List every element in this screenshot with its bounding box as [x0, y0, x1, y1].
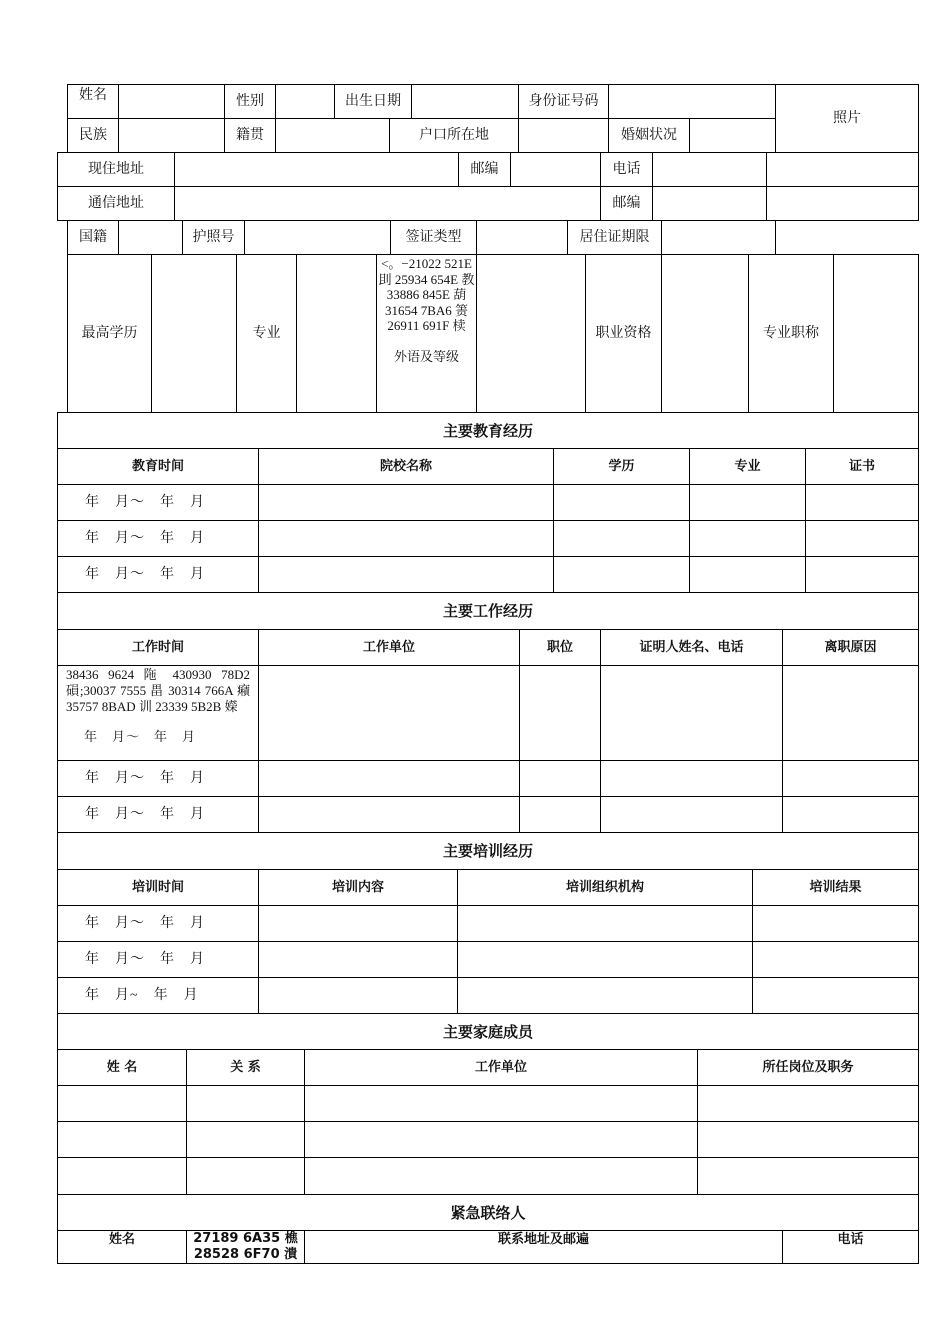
highest-education-field[interactable]: [151, 254, 237, 413]
family-row-position[interactable]: [697, 1085, 919, 1122]
work-row-employer[interactable]: [258, 665, 520, 761]
education-row-time[interactable]: 年 月～ 年 月: [57, 520, 259, 557]
family-row-relation[interactable]: [186, 1121, 305, 1158]
family-section-title: 主要家庭成员: [57, 1013, 919, 1050]
work-header-time: 工作时间: [57, 629, 259, 666]
work-section-title: 主要工作经历: [57, 592, 919, 630]
work-row-position[interactable]: [519, 796, 601, 833]
work-row-reference[interactable]: [600, 665, 783, 761]
family-row-position[interactable]: [697, 1121, 919, 1158]
training-row-organization[interactable]: [457, 905, 753, 942]
education-row-major[interactable]: [689, 484, 806, 521]
residence-permit-label: 居住证期限: [567, 220, 662, 255]
marital-status-label: 婚姻状况: [608, 118, 690, 153]
education-header-certificate: 证书: [805, 448, 919, 485]
emergency-phone-label: 电话: [782, 1230, 919, 1264]
mailing-address-field[interactable]: [174, 186, 601, 221]
education-row-certificate[interactable]: [805, 520, 919, 557]
family-row-relation[interactable]: [186, 1157, 305, 1195]
family-row-name[interactable]: [57, 1121, 187, 1158]
work-row-noise: 38436 9624 陁 430930 78D2 磒;30037 7555 畕 30314 766A 癪 35757 8BAD 训 23339 5B2B 嬫: [66, 667, 250, 714]
id-number-label: 身份证号码: [518, 84, 609, 119]
qualification-label: 职业资格: [585, 254, 662, 413]
passport-label: 护照号: [182, 220, 245, 255]
professional-title-label: 专业职称: [748, 254, 834, 413]
education-row-time[interactable]: 年 月～ 年 月: [57, 556, 259, 593]
training-row-time[interactable]: 年 月～ 年 月: [57, 941, 259, 978]
gender-field[interactable]: [275, 84, 335, 119]
current-address-label: 现住地址: [57, 152, 175, 187]
phone-label: 电话: [600, 152, 653, 187]
family-row-position[interactable]: [697, 1157, 919, 1195]
work-row-leave-reason[interactable]: [782, 796, 919, 833]
training-header-organization: 培训组织机构: [457, 869, 753, 906]
ethnicity-field[interactable]: [118, 118, 225, 153]
education-header-degree: 学历: [553, 448, 690, 485]
training-row-content[interactable]: [258, 941, 458, 978]
postcode-label: 邮编: [458, 152, 511, 187]
postcode2-field[interactable]: [652, 186, 767, 221]
education-row-school[interactable]: [258, 556, 554, 593]
marital-status-field[interactable]: [689, 118, 776, 153]
work-row-employer[interactable]: [258, 760, 520, 797]
education-header-major: 专业: [689, 448, 806, 485]
education-row-major[interactable]: [689, 556, 806, 593]
training-row-result[interactable]: [752, 977, 919, 1014]
education-row-school[interactable]: [258, 484, 554, 521]
education-row-school[interactable]: [258, 520, 554, 557]
birth-date-label: 出生日期: [334, 84, 412, 119]
family-row-employer[interactable]: [304, 1157, 698, 1195]
training-row-content[interactable]: [258, 977, 458, 1014]
work-row-leave-reason[interactable]: [782, 665, 919, 761]
work-header-employer: 工作单位: [258, 629, 520, 666]
id-number-field[interactable]: [608, 84, 776, 119]
work-row-date: 年 月～ 年 月: [84, 729, 197, 744]
emergency-name-label: 姓名: [57, 1230, 187, 1264]
emergency-address-label: 联系地址及邮遍: [304, 1230, 783, 1264]
visa-type-field[interactable]: [476, 220, 568, 255]
household-location-label: 户口所在地: [389, 118, 519, 153]
family-row-relation[interactable]: [186, 1085, 305, 1122]
work-header-position: 职位: [519, 629, 601, 666]
postcode2-label: 邮编: [600, 186, 653, 221]
training-header-time: 培训时间: [57, 869, 259, 906]
foreign-language-noise: <。−21022 521E 刞 25934 654E 教 33886 845E 葫 31654 7BA6 箦 26911 691F 椟: [378, 256, 475, 333]
family-header-position: 所任岗位及职务: [697, 1049, 919, 1086]
phone-field[interactable]: [652, 152, 767, 187]
foreign-language-text: 外语及等级: [393, 348, 459, 364]
family-header-name: 姓 名: [57, 1049, 187, 1086]
mailing-address-label: 通信地址: [57, 186, 175, 221]
highest-education-label: 最高学历: [67, 254, 152, 413]
education-row-degree[interactable]: [553, 484, 690, 521]
education-row-certificate[interactable]: [805, 484, 919, 521]
training-row-result[interactable]: [752, 905, 919, 942]
professional-title-field[interactable]: [833, 254, 919, 413]
work-row-employer[interactable]: [258, 796, 520, 833]
work-row-position[interactable]: [519, 665, 601, 761]
training-row-content[interactable]: [258, 905, 458, 942]
training-header-content: 培训内容: [258, 869, 458, 906]
education-section-title: 主要教育经历: [57, 412, 919, 449]
ethnicity-label: 民族: [67, 118, 119, 153]
work-header-reference: 证明人姓名、电话: [600, 629, 783, 666]
major-field[interactable]: [296, 254, 377, 413]
work-header-leave-reason: 离职原因: [782, 629, 919, 666]
current-address-field[interactable]: [174, 152, 459, 187]
household-location-field[interactable]: [518, 118, 609, 153]
photo-box: 照片: [775, 84, 919, 153]
training-header-result: 培训结果: [752, 869, 919, 906]
education-header-time: 教育时间: [57, 448, 259, 485]
name-label: 姓名: [67, 84, 119, 119]
name-field[interactable]: [118, 84, 225, 119]
gender-label: 性别: [224, 84, 276, 119]
work-row-leave-reason[interactable]: [782, 760, 919, 797]
family-header-employer: 工作单位: [304, 1049, 698, 1086]
training-row-time[interactable]: 年 月～ 年 月: [57, 905, 259, 942]
work-row-time[interactable]: 年 月～ 年 月: [57, 760, 259, 797]
education-row-major[interactable]: [689, 520, 806, 557]
training-row-result[interactable]: [752, 941, 919, 978]
work-row-position[interactable]: [519, 760, 601, 797]
education-header-school: 院校名称: [258, 448, 554, 485]
education-row-time[interactable]: 年 月～ 年 月: [57, 484, 259, 521]
work-row-reference[interactable]: [600, 760, 783, 797]
training-row-organization[interactable]: [457, 941, 753, 978]
qualification-field[interactable]: [661, 254, 749, 413]
work-row-time[interactable]: 年 月～ 年 月: [57, 796, 259, 833]
training-row-time[interactable]: 年 月~ 年 月: [57, 977, 259, 1014]
native-place-label: 籍贯: [224, 118, 276, 153]
major-label: 专业: [236, 254, 297, 413]
education-row-degree[interactable]: [553, 520, 690, 557]
family-row-employer[interactable]: [304, 1085, 698, 1122]
foreign-language-field[interactable]: [476, 254, 586, 413]
phone-extra-field[interactable]: [766, 152, 919, 187]
nationality-field[interactable]: [118, 220, 183, 255]
work-row-time[interactable]: [57, 665, 259, 761]
family-row-name[interactable]: [57, 1157, 187, 1195]
work-row-reference[interactable]: [600, 796, 783, 833]
emergency-section-title: 紧急联络人: [57, 1194, 919, 1231]
native-place-field[interactable]: [275, 118, 390, 153]
birth-date-field[interactable]: [411, 84, 519, 119]
family-row-name[interactable]: [57, 1085, 187, 1122]
residence-permit-field[interactable]: [661, 220, 776, 255]
nationality-label: 国籍: [67, 220, 119, 255]
foreign-language-label: [376, 254, 477, 413]
education-row-certificate[interactable]: [805, 556, 919, 593]
emergency-name-noise: 27189 6A35 樵 28528 6F70 潰: [186, 1230, 305, 1264]
education-row-degree[interactable]: [553, 556, 690, 593]
postcode-field[interactable]: [510, 152, 601, 187]
training-section-title: 主要培训经历: [57, 832, 919, 870]
training-row-organization[interactable]: [457, 977, 753, 1014]
mailing-extra-field[interactable]: [766, 186, 919, 221]
family-row-employer[interactable]: [304, 1121, 698, 1158]
family-header-relation: 关 系: [186, 1049, 305, 1086]
visa-type-label: 签证类型: [390, 220, 477, 255]
passport-field[interactable]: [244, 220, 391, 255]
